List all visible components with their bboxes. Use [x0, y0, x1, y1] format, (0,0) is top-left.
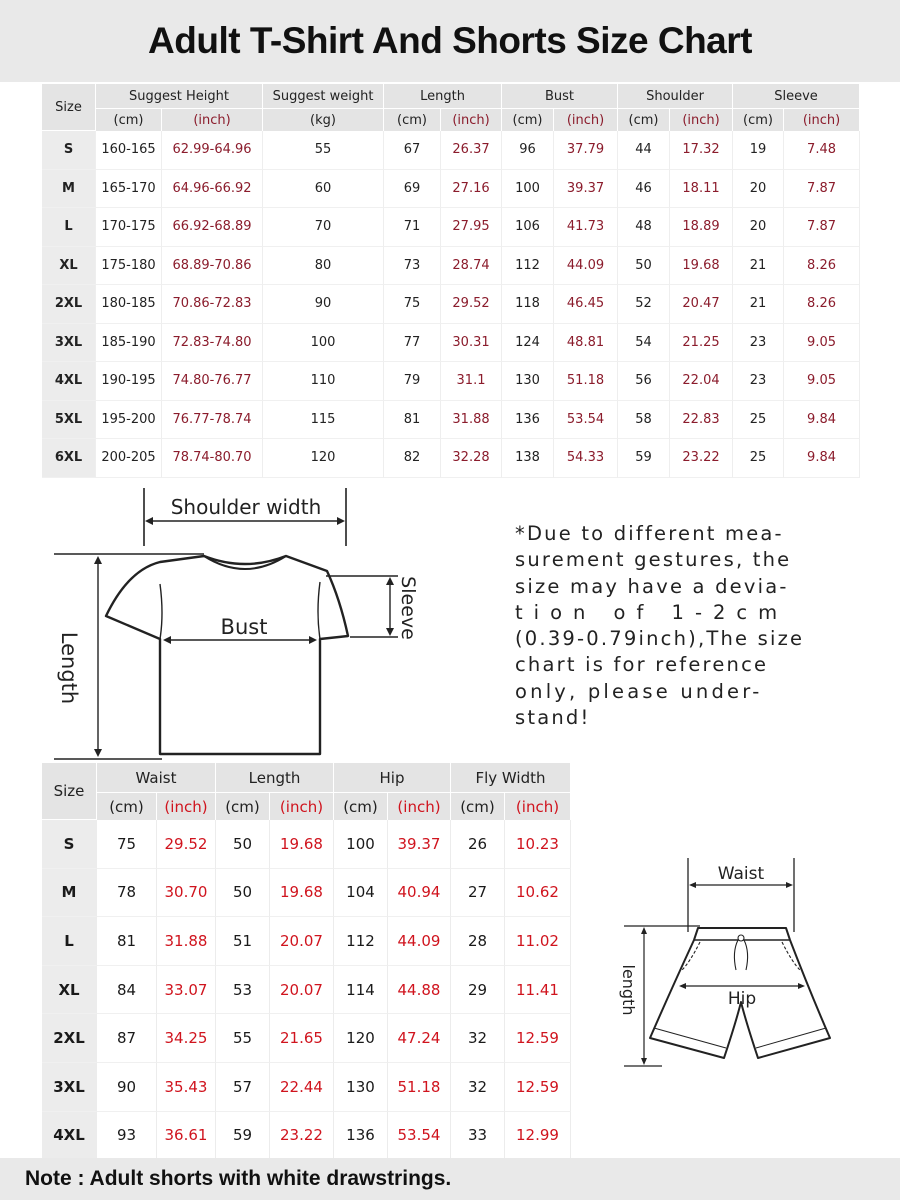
table-cell: 39.37 [554, 170, 618, 209]
table-cell: 21.25 [670, 324, 733, 363]
table-cell: 53.54 [388, 1112, 451, 1161]
size-cell: XL [42, 966, 97, 1015]
size-cell: S [42, 820, 97, 869]
size-cell: 4XL [42, 1112, 97, 1161]
unit-header: (inch) [270, 793, 334, 820]
table-cell: 138 [502, 439, 554, 478]
disclaimer-line: *Due to different mea- [515, 522, 784, 545]
table-cell: 58 [618, 401, 670, 440]
table-cell: 7.48 [784, 131, 860, 170]
table-cell: 90 [97, 1063, 157, 1112]
group-header-waist: Waist [97, 763, 216, 793]
table-cell: 52 [618, 285, 670, 324]
table-cell: 19.68 [270, 820, 334, 869]
table-cell: 73 [384, 247, 441, 286]
size-cell: M [42, 869, 97, 918]
table-cell: 55 [263, 131, 384, 170]
group-header-shoulder: Shoulder [618, 84, 733, 109]
table-cell: 27.16 [441, 170, 502, 209]
arrowhead [94, 556, 102, 564]
table-cell: 31.88 [157, 917, 216, 966]
tshirt-size-table [42, 84, 860, 478]
table-row [42, 247, 860, 286]
table-row [42, 869, 571, 918]
table-cell: 81 [384, 401, 441, 440]
unit-header: (cm) [384, 109, 441, 131]
table-cell: 8.26 [784, 285, 860, 324]
unit-header: (inch) [441, 109, 502, 131]
table-cell: 20.47 [670, 285, 733, 324]
table-cell: 23.22 [670, 439, 733, 478]
table-cell: 9.84 [784, 439, 860, 478]
measurement-disclaimer [515, 521, 835, 731]
table-cell: 30.31 [441, 324, 502, 363]
table-cell: 19 [733, 131, 784, 170]
table-row [42, 1014, 571, 1063]
table-cell: 130 [502, 362, 554, 401]
table-cell: 76.77-78.74 [162, 401, 263, 440]
page-title: Adult T-Shirt And Shorts Size Chart [148, 20, 752, 61]
table-cell: 10.23 [505, 820, 571, 869]
table-cell: 48.81 [554, 324, 618, 363]
table-cell: 51.18 [554, 362, 618, 401]
table-cell: 106 [502, 208, 554, 247]
table-cell: 67 [384, 131, 441, 170]
group-header-sleeve: Sleeve [733, 84, 860, 109]
length-label: Length [57, 631, 81, 705]
table-cell: 200-205 [96, 439, 162, 478]
table-cell: 32 [451, 1063, 505, 1112]
table-cell: 75 [97, 820, 157, 869]
unit-header: (inch) [554, 109, 618, 131]
group-header-weight: Suggest weight [263, 84, 384, 109]
table-cell: 185-190 [96, 324, 162, 363]
table-row [42, 820, 571, 869]
size-cell: L [42, 917, 97, 966]
table-cell: 18.11 [670, 170, 733, 209]
size-header: Size [42, 763, 97, 820]
size-cell: 4XL [42, 362, 96, 401]
table-cell: 56 [618, 362, 670, 401]
disclaimer-line: only, please under- [515, 679, 763, 703]
table-cell: 39.37 [388, 820, 451, 869]
table-cell: 50 [618, 247, 670, 286]
table-cell: 112 [334, 917, 388, 966]
table-cell: 50 [216, 820, 270, 869]
table-row [42, 439, 860, 478]
table-cell: 29 [451, 966, 505, 1015]
table-cell: 66.92-68.89 [162, 208, 263, 247]
unit-header: (inch) [505, 793, 571, 820]
unit-header: (cm) [216, 793, 270, 820]
table-cell: 50 [216, 869, 270, 918]
table-cell: 20.07 [270, 966, 334, 1015]
bust-label: Bust [220, 615, 268, 639]
table-cell: 23 [733, 324, 784, 363]
table-cell: 18.89 [670, 208, 733, 247]
table-row [42, 362, 860, 401]
length-label: length [619, 964, 638, 1016]
table-cell: 44.09 [554, 247, 618, 286]
table-row [42, 1112, 571, 1161]
table-cell: 190-195 [96, 362, 162, 401]
table-cell: 11.41 [505, 966, 571, 1015]
size-cell: 5XL [42, 401, 96, 440]
shorts-size-table [42, 763, 571, 1160]
table-cell: 78 [97, 869, 157, 918]
disclaimer-line: surement gestures, the [515, 548, 792, 572]
tshirt-outline-icon [106, 556, 348, 754]
size-cell: L [42, 208, 96, 247]
table-cell: 46 [618, 170, 670, 209]
table-cell: 120 [334, 1014, 388, 1063]
footer-bar [0, 1158, 900, 1200]
table-cell: 175-180 [96, 247, 162, 286]
unit-header: (cm) [451, 793, 505, 820]
arrowhead [641, 927, 647, 934]
table-cell: 62.99-64.96 [162, 131, 263, 170]
arrowhead [641, 1058, 647, 1065]
table-cell: 21 [733, 285, 784, 324]
table-cell: 25 [733, 401, 784, 440]
table-cell: 31.88 [441, 401, 502, 440]
sleeve-label: Sleeve [397, 576, 419, 640]
table-cell: 17.32 [670, 131, 733, 170]
table-cell: 29.52 [441, 285, 502, 324]
table-cell: 23 [733, 362, 784, 401]
table-cell: 46.45 [554, 285, 618, 324]
unit-header: (cm) [618, 109, 670, 131]
group-header-hip: Hip [334, 763, 451, 793]
table-cell: 51.18 [388, 1063, 451, 1112]
disclaimer-line: chart is for reference [515, 653, 769, 677]
arrowhead [337, 517, 345, 525]
table-cell: 44.88 [388, 966, 451, 1015]
table-cell: 55 [216, 1014, 270, 1063]
table-row [42, 401, 860, 440]
unit-header: (cm) [334, 793, 388, 820]
table-cell: 32 [451, 1014, 505, 1063]
table-cell: 160-165 [96, 131, 162, 170]
drawstring-knot [738, 935, 744, 941]
table-cell: 110 [263, 362, 384, 401]
table-cell: 114 [334, 966, 388, 1015]
table-cell: 27.95 [441, 208, 502, 247]
table-cell: 12.99 [505, 1112, 571, 1161]
size-header: Size [42, 84, 96, 131]
arrowhead [386, 628, 394, 636]
table-cell: 10.62 [505, 869, 571, 918]
group-header-fly-width: Fly Width [451, 763, 571, 793]
table-row [42, 1063, 571, 1112]
size-cell: 3XL [42, 1063, 97, 1112]
table-cell: 26 [451, 820, 505, 869]
table-cell: 51 [216, 917, 270, 966]
table-cell: 60 [263, 170, 384, 209]
table-cell: 12.59 [505, 1014, 571, 1063]
disclaimer-line: stand! [515, 706, 591, 730]
table-cell: 93 [97, 1112, 157, 1161]
arrowhead [94, 749, 102, 757]
table-cell: 22.83 [670, 401, 733, 440]
table-cell: 70 [263, 208, 384, 247]
disclaimer-line: size may have a devia- [515, 574, 789, 598]
title-bar [0, 0, 900, 82]
table-cell: 7.87 [784, 170, 860, 209]
table-row [42, 208, 860, 247]
table-cell: 136 [502, 401, 554, 440]
table-cell: 41.73 [554, 208, 618, 247]
table-cell: 19.68 [270, 869, 334, 918]
table-cell: 195-200 [96, 401, 162, 440]
size-cell: 6XL [42, 439, 96, 478]
table-cell: 115 [263, 401, 384, 440]
table-cell: 72.83-74.80 [162, 324, 263, 363]
size-cell: S [42, 131, 96, 170]
table-cell: 44 [618, 131, 670, 170]
table-cell: 64.96-66.92 [162, 170, 263, 209]
size-cell: 2XL [42, 285, 96, 324]
unit-header: (inch) [670, 109, 733, 131]
table-cell: 87 [97, 1014, 157, 1063]
table-cell: 36.61 [157, 1112, 216, 1161]
shorts-diagram [610, 852, 860, 1077]
table-cell: 71 [384, 208, 441, 247]
table-cell: 74.80-76.77 [162, 362, 263, 401]
table-cell: 180-185 [96, 285, 162, 324]
table-cell: 78.74-80.70 [162, 439, 263, 478]
table-cell: 12.59 [505, 1063, 571, 1112]
table-cell: 33.07 [157, 966, 216, 1015]
table-cell: 104 [334, 869, 388, 918]
table-cell: 37.79 [554, 131, 618, 170]
unit-header: (inch) [388, 793, 451, 820]
table-cell: 53 [216, 966, 270, 1015]
table-cell: 33 [451, 1112, 505, 1161]
group-header-length: Length [216, 763, 334, 793]
table-cell: 48 [618, 208, 670, 247]
table-cell: 130 [334, 1063, 388, 1112]
disclaimer-line: (0.39-0.79inch),The size [515, 627, 805, 651]
table-cell: 22.44 [270, 1063, 334, 1112]
footer-note: Note : Adult shorts with white drawstrings. [25, 1167, 452, 1190]
table-cell: 81 [97, 917, 157, 966]
table-cell: 11.02 [505, 917, 571, 966]
table-cell: 20 [733, 170, 784, 209]
arrowhead [786, 882, 793, 888]
table-cell: 57 [216, 1063, 270, 1112]
table-cell: 75 [384, 285, 441, 324]
table-row [42, 170, 860, 209]
table-cell: 21.65 [270, 1014, 334, 1063]
size-cell: 2XL [42, 1014, 97, 1063]
arrowhead [689, 882, 696, 888]
table-cell: 32.28 [441, 439, 502, 478]
table-cell: 19.68 [670, 247, 733, 286]
table-cell: 9.84 [784, 401, 860, 440]
table-cell: 59 [618, 439, 670, 478]
table-cell: 112 [502, 247, 554, 286]
table-cell: 25 [733, 439, 784, 478]
hip-label: Hip [727, 989, 757, 1009]
table-cell: 26.37 [441, 131, 502, 170]
table-cell: 54.33 [554, 439, 618, 478]
disclaimer-line: tion of 1-2cm [515, 600, 789, 624]
unit-header: (inch) [162, 109, 263, 131]
table-cell: 59 [216, 1112, 270, 1161]
table-row [42, 131, 860, 170]
size-cell: XL [42, 247, 96, 286]
table-row [42, 917, 571, 966]
table-cell: 40.94 [388, 869, 451, 918]
unit-header: (kg) [263, 109, 384, 131]
table-row [42, 966, 571, 1015]
table-cell: 34.25 [157, 1014, 216, 1063]
table-cell: 96 [502, 131, 554, 170]
size-cell: 3XL [42, 324, 96, 363]
unit-header: (cm) [96, 109, 162, 131]
unit-header: (inch) [784, 109, 860, 131]
table-cell: 30.70 [157, 869, 216, 918]
table-cell: 20 [733, 208, 784, 247]
table-cell: 80 [263, 247, 384, 286]
table-cell: 118 [502, 285, 554, 324]
table-cell: 100 [334, 820, 388, 869]
unit-header: (cm) [97, 793, 157, 820]
table-cell: 79 [384, 362, 441, 401]
table-cell: 23.22 [270, 1112, 334, 1161]
table-cell: 70.86-72.83 [162, 285, 263, 324]
table-cell: 100 [263, 324, 384, 363]
table-cell: 29.52 [157, 820, 216, 869]
table-cell: 77 [384, 324, 441, 363]
table-cell: 20.07 [270, 917, 334, 966]
group-header-length: Length [384, 84, 502, 109]
size-cell: M [42, 170, 96, 209]
table-cell: 28 [451, 917, 505, 966]
table-cell: 82 [384, 439, 441, 478]
table-cell: 53.54 [554, 401, 618, 440]
table-cell: 69 [384, 170, 441, 209]
table-cell: 28.74 [441, 247, 502, 286]
table-cell: 9.05 [784, 362, 860, 401]
table-cell: 84 [97, 966, 157, 1015]
tshirt-diagram [40, 484, 440, 769]
table-cell: 27 [451, 869, 505, 918]
table-cell: 7.87 [784, 208, 860, 247]
table-cell: 54 [618, 324, 670, 363]
table-cell: 8.26 [784, 247, 860, 286]
unit-header: (cm) [502, 109, 554, 131]
table-cell: 90 [263, 285, 384, 324]
table-cell: 136 [334, 1112, 388, 1161]
table-cell: 21 [733, 247, 784, 286]
table-cell: 68.89-70.86 [162, 247, 263, 286]
table-cell: 124 [502, 324, 554, 363]
shoulder-width-label: Shoulder width [170, 495, 322, 519]
waist-label: Waist [717, 864, 765, 884]
table-cell: 31.1 [441, 362, 502, 401]
table-cell: 120 [263, 439, 384, 478]
table-row [42, 285, 860, 324]
group-header-height: Suggest Height [96, 84, 263, 109]
table-cell: 35.43 [157, 1063, 216, 1112]
table-cell: 165-170 [96, 170, 162, 209]
table-cell: 100 [502, 170, 554, 209]
table-cell: 9.05 [784, 324, 860, 363]
table-row [42, 324, 860, 363]
unit-header: (inch) [157, 793, 216, 820]
table-cell: 22.04 [670, 362, 733, 401]
unit-header: (cm) [733, 109, 784, 131]
arrowhead [145, 517, 153, 525]
table-cell: 47.24 [388, 1014, 451, 1063]
table-cell: 170-175 [96, 208, 162, 247]
table-cell: 44.09 [388, 917, 451, 966]
arrowhead [386, 577, 394, 585]
group-header-bust: Bust [502, 84, 618, 109]
